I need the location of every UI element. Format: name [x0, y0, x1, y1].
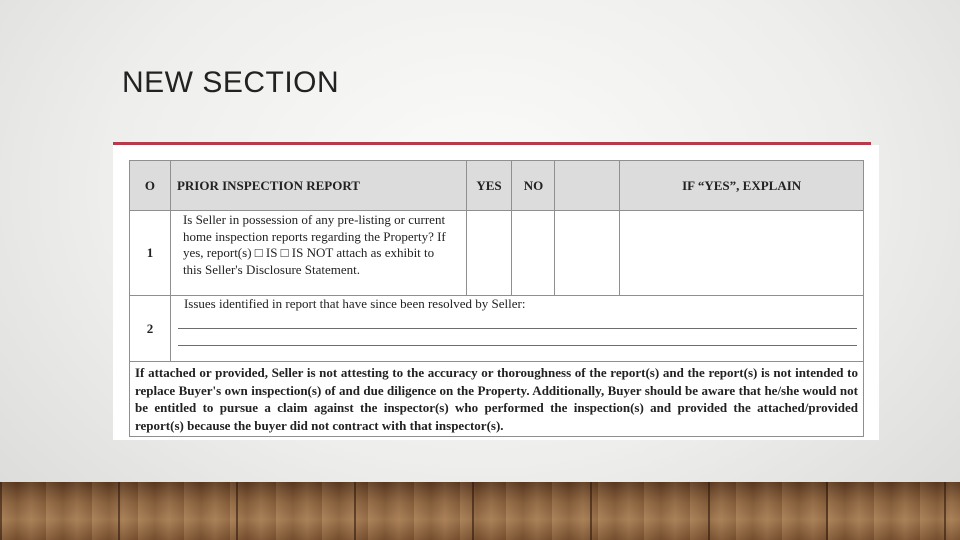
blank-line: [178, 333, 857, 346]
header-topic: PRIOR INSPECTION REPORT: [170, 161, 466, 211]
header-blank: [555, 161, 620, 211]
resolved-issues-cell: [170, 296, 863, 362]
header-explain: IF “YES”, EXPLAIN: [620, 161, 864, 211]
question-text: Is Seller in possession of any pre-listing or current home inspection reports regarding the Property? If yes, report(s) □ IS □ IS NOT attach as exhibit to this Seller's Disclosure Statement.: [170, 211, 466, 296]
question-text: Issues identified in report that have since been resolved by Seller:: [183, 296, 526, 311]
table-row: [130, 296, 864, 362]
header-number: O: [130, 161, 171, 211]
blank-line: [178, 316, 857, 329]
header-yes: YES: [466, 161, 512, 211]
blank-cell: [555, 211, 620, 296]
no-cell: [512, 211, 555, 296]
slide-title: NEW SECTION: [122, 66, 340, 99]
header-no: NO: [512, 161, 555, 211]
inspection-report-table: [129, 160, 864, 437]
row-number: 1: [130, 211, 171, 296]
wood-floor: [0, 482, 960, 540]
row-number: 2: [130, 296, 171, 362]
table-header-row: [130, 161, 864, 211]
explain-cell: [620, 211, 864, 296]
notice-text: If attached or provided, Seller is not attesting to the accuracy or thoroughness of the report(s) and the report(s) is not intended to replace Buyer's own inspection(s) of and due diligence on the Property. Additionally, Buyer should be aware that he/she would not be entitled to pursue a claim against the inspector(s) who performed the inspection(s) and provided the attached/provided report(s) because the buyer did not contract with that inspector(s).: [130, 362, 864, 437]
yes-cell: [466, 211, 512, 296]
table-row: [130, 211, 864, 296]
notice-row: [130, 362, 864, 437]
disclosure-form-image: [113, 145, 879, 440]
